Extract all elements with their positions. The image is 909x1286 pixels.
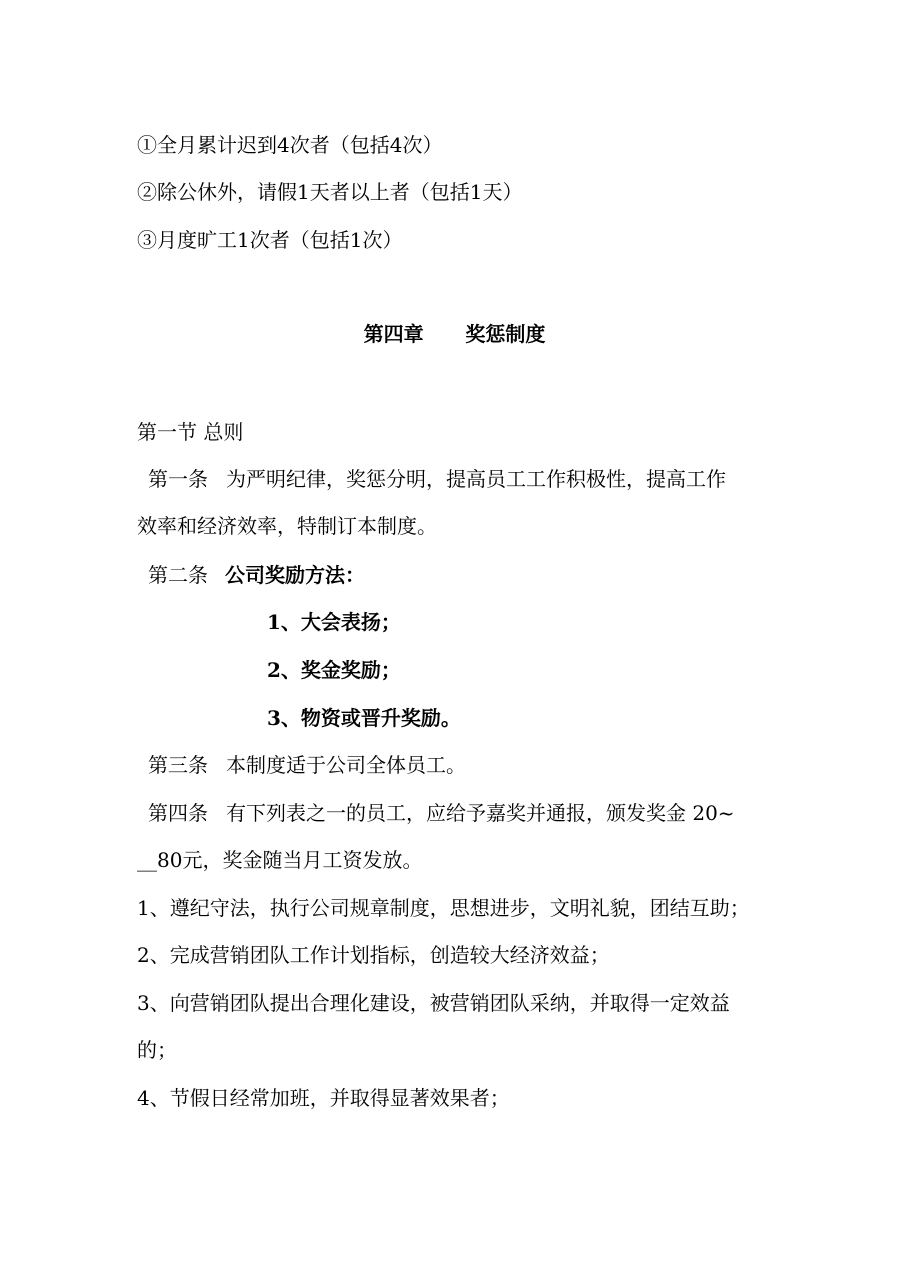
list-item-2: 2、完成营销团队工作计划指标，创造较大经济效益； [137, 943, 610, 967]
reward-item-2: 2、奖金奖励； [267, 658, 401, 682]
reward-item-3: 3、物资或晋升奖励。 [267, 706, 461, 730]
article-1-text: 为严明纪律，奖惩分明，提高员工工作积极性，提高工作 [226, 467, 726, 491]
article-1-text-cont: 效率和经济效率，特制订本制度。 [137, 514, 437, 538]
chapter-title: 奖惩制度 [465, 322, 546, 346]
list-item-3: 3、向营销团队提出合理化建设，被营销团队采纳，并取得一定效益 [137, 991, 730, 1015]
list-item-3-cont: 的； [137, 1038, 177, 1062]
article-2-label: 第二条 [148, 563, 208, 587]
article-4-text-cont: __80元，奖金随当月工资发放。 [137, 848, 423, 872]
condition-leave-1-day: ②除公休外，请假1天者以上者（包括1天） [137, 180, 523, 204]
condition-absent-1-time: ③月度旷工1次者（包括1次） [137, 228, 403, 252]
chapter-number: 第四章 [363, 322, 424, 346]
list-item-4: 4、节假日经常加班，并取得显著效果者； [137, 1086, 510, 1110]
article-4-label: 第四条 [148, 801, 208, 825]
list-item-1: 1、遵纪守法，执行公司规章制度，思想进步，文明礼貌，团结互助； [137, 896, 750, 920]
article-4-text: 有下列表之一的员工，应给予嘉奖并通报，颁发奖金 20~ [226, 801, 735, 825]
reward-item-1: 1、大会表扬； [267, 610, 401, 634]
article-1-label: 第一条 [148, 467, 208, 491]
chapter-heading [0, 320, 909, 348]
article-2-text: 公司奖励方法： [225, 563, 365, 587]
section-heading: 第一节 总则 [137, 420, 244, 444]
article-3-label: 第三条 [148, 753, 208, 777]
condition-late-4-times: ①全月累计迟到4次者（包括4次） [137, 133, 443, 157]
article-3-text: 本制度适于公司全体员工。 [226, 753, 466, 777]
